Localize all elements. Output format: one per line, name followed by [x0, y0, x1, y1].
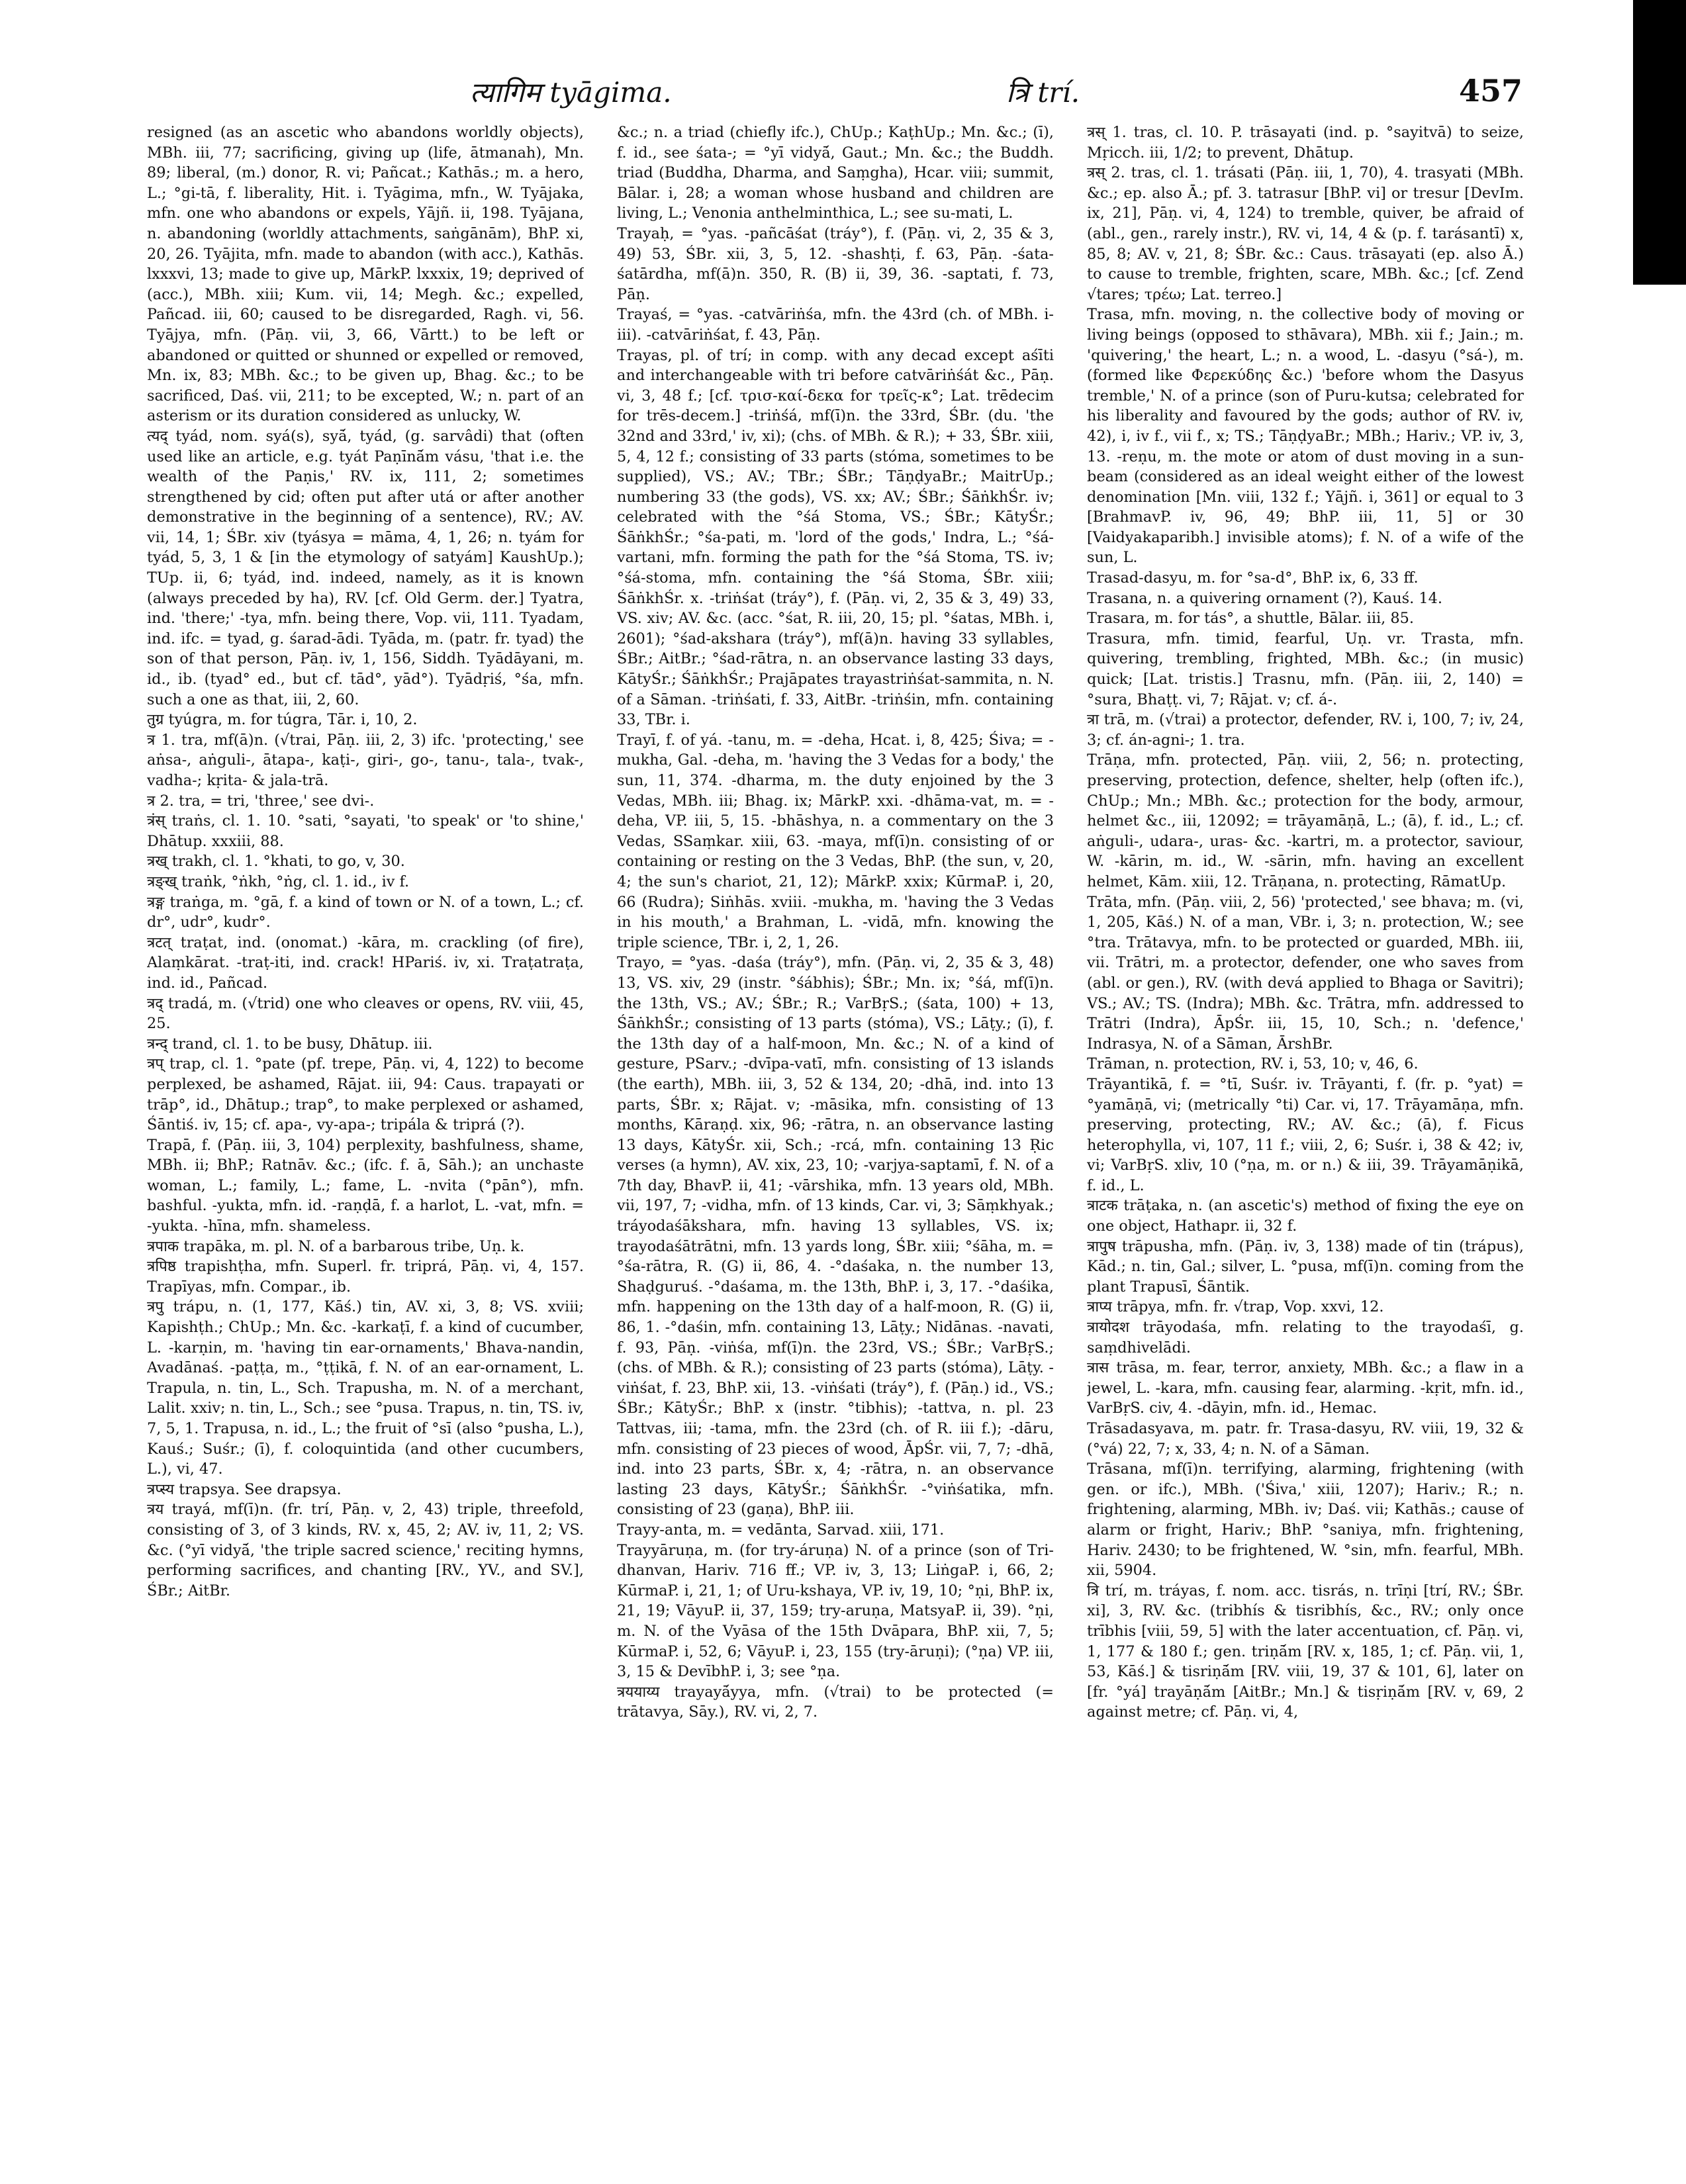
dictionary-entry: Trayī, f. of yá. -tanu, m. = -deha, Hcat. i, 8, 425; Śiva; = -mukha, Gal. -deha, m. 'having the 3 Vedas for a body,' the sun, 11, 374. -dharma, m. the duty enjoined by the 3 Vedas, MBh. iii; Bhag. ix; MārkP. xxi. -dhāma-vat, m. = -deha, VP. iii, 5, 15. -bhāshya, n. a commentary on the 3 Vedas, SSaṃkar. xiii, 63. -maya, mf(ī)n. consisting of or containing or resting on the 3 Vedas, BhP. (the sun, v, 20, 4; the sun's chariot, 21, 12); MārkP. xxix; KūrmaP. i, 20, 66 (Rudra); Siṅhās. xviii. -mukha, m. 'having the 3 Vedas in his mouth,' a Brahman, L. -vidā, mfn. knowing the triple science, TBr. i, 2, 1, 26. [617, 731, 1054, 951]
dictionary-entry: त्रटत् traṭat, ind. (onomat.) -kāra, m. crackling (of fire), Alaṃkārat. -traṭ-iti, ind. crack! HPariś. iv, xi. Traṭatraṭa, ind. id., Pañcad. [147, 933, 584, 992]
dictionary-entry: Trasad-dasyu, m. for °sa-d°, BhP. ix, 6, 33 ff. [1087, 569, 1419, 587]
dictionary-entry: त्र 1. tra, mf(ā)n. (√trai, Pāṇ. iii, 2, 3) ifc. 'protecting,' see aṅsa-, aṅguli-, ātapa-, kaṭi-, giri-, go-, tanu-, tala-, tvak-, vadha-; kṛita- & jala-trā. [147, 731, 584, 789]
dictionary-entry: Trāman, n. protection, RV. i, 53, 10; v, 46, 6. [1087, 1055, 1419, 1073]
dictionary-entry: त्रंस् traṅs, cl. 1. 10. °sati, °sayati, 'to speak' or 'to shine,' Dhātup. xxxiii, 88. [147, 812, 584, 850]
dictionary-entry: त्रख् trakh, cl. 1. °khati, to go, v, 30. [147, 853, 405, 871]
dictionary-entry: त्रापुष trāpusha, mfn. (Pāṇ. iv, 3, 138) made of tin (trápus), Kād.; n. tin, Gal.; silver, L. °pusa, mf(ī)n. coming from the plant Trapusī, Śāntik. [1087, 1237, 1524, 1296]
dictionary-entry: त्राप्य trāpya, mfn. fr. √trap, Vop. xxvi, 12. [1087, 1298, 1384, 1316]
dictionary-entry: Trāṇa, mfn. protected, Pāṇ. viii, 2, 56; n. protecting, preserving, protection, defence, shelter, help (often ifc.), ChUp.; Mn.; MBh. &c.; protection for the body, armour, helmet &c., iii, 12092; = trāyamāṇā, L.; (ā), f. id., L.; cf. aṅguli-, udara-, uras- &c. -kartri, m. a protector, saviour, W. -kārin, m. id., W. -sārin, mfn. having an excellent helmet, Kām. xiii, 12. Trāṇana, n. protecting, RāmatUp. [1087, 751, 1524, 890]
dictionary-entry: Trasara, m. for tás°, a shuttle, Bālar. iii, 85. [1087, 610, 1414, 628]
page-number: 457 [1458, 73, 1522, 109]
dictionary-entry: Trasura, mfn. timid, fearful, Uṇ. vr. Trasta, mfn. quivering, trembling, frighted, MBh. &c.; (in music) quick; [Lat. tristis.] Trasnu, mfn. (Pāṇ. iii, 2, 140) = °sura, Bhaṭṭ. vi, 7; Rājat. v; cf. á-. [1087, 630, 1524, 708]
dictionary-entry: त्रपाक trapāka, m. pl. N. of a barbarous tribe, Uṇ. k. [147, 1237, 525, 1255]
column-middle [617, 122, 1054, 2142]
dictionary-entry: Trasa, mfn. moving, n. the collective body of moving or living beings (opposed to sthāvara), MBh. xii f.; Jain.; m. 'quivering,' the heart, L.; n. a wood, L. -dasyu (°sá-), m. (formed like Φερεκύδης &c.) 'before whom the Dasyus tremble,' N. of a prince (son of Puru-kutsa; celebrated for his liberality and favoured by the gods; author of RV. iv, 42), i, iv f., vii f., x; TS.; TāṇḍyaBr.; MBh.; Hariv.; VP. iv, 3, 13. -reṇu, m. the mote or atom of dust moving in a sun-beam (considered as an ideal weight either of the lowest denomination [Mn. viii, 132 f.; Yājñ. i, 361] or equal to 3 [BrahmavP. iv, 96, 49; BhP. iii, 11, 5] or 30 [Vaidyakaparibh.] invisible atoms); f. N. of a wife of the sun, L. [1087, 306, 1524, 567]
dictionary-entry: resigned (as an ascetic who abandons worldly objects), MBh. iii, 77; sacrificing, giving up (life, ātmanah), Mn. 89; liberal, (m.) donor, R. vi; Pañcat.; Kathās.; m. a hero, L.; °gi-tā, f. liberality, Hit. i. Tyāgima, mfn., W. Tyājaka, mfn. one who abandons or expels, Yājñ. ii, 198. Tyājana, n. abandoning (worldly attachments, saṅgānām), BhP. xi, 20, 26. Tyājita, mfn. made to abandon (with acc.), Kathās. lxxxvi, 13; made to give up, MārkP. lxxxix, 19; deprived of (acc.), MBh. xiii; Kum. vii, 14; Megh. &c.; expelled, Pañcad. iii, 60; caused to be disregarded, Ragh. vi, 56. Tyājya, mfn. (Pāṇ. vii, 3, 66, Vārtt.) to be left or abandoned or quitted or shunned or expelled or removed, Mn. ix, 83; MBh. &c.; to be given up, Bhag. &c.; to be sacrificed, Daś. vii, 211; to be excepted, W.; n. part of an asterism or its duration considered as unlucky, W. [147, 124, 584, 425]
dictionary-entry: Trayo, = °yas. -daśa (tráy°), mfn. (Pāṇ. vi, 2, 35 & 3, 48) 13, VS. xiv, 29 (instr. °śábhis); ŚBr.; Mn. ix; °śá, mf(ī)n. the 13th, VS.; AV.; ŚBr.; R.; VarBṛS.; (śata, 100) + 13, ŚāṅkhŚr.; consisting of 13 parts (stóma), VS.; Lāṭy.; (ī), f. the 13th day of a half-moon, Mn. &c.; N. of a kind of gesture, PSarv.; -dvīpa-vatī, mfn. consisting of 13 islands (the earth), MBh. iii, 3, 52 & 134, 20; -dhā, ind. into 13 parts, ŚBr. x; Rājat. v; -māsika, mfn. consisting of 13 months, Kāraṇḍ. xix, 96; -rātra, n. an observance lasting 13 days, KātyŚr. xii, Sch.; -rcá, mfn. containing 13 Ṛic verses (a hymn), AV. xix, 23, 10; -varjya-saptamī, f. N. of a 7th day, BhavP. ii, 41; -vārshika, mfn. 13 years old, MBh. vii, 197, 7; -vidha, mfn. of 13 kinds, Car. vi, 3; Sāṃkhyak.; tráyodaśākshara, mfn. having 13 syllables, VS. ix; trayodaśātrātni, mfn. 13 yards long, ŚBr. xiii; °śāha, m. = °śa-rātra, R. (G) ii, 86, 4. -°daśaka, n. the number 13, Shaḍguruś. -°daśama, m. the 13th, BhP. i, 3, 17. -°daśika, mfn. happening on the 13th day of a half-moon, R. (G) ii, 86, 1. -°daśin, mfn. containing 13, Lāṭy.; Nidānas. -navati, f. 93, Pāṇ. -viṅśa, mf(ī)n. the 23rd, VS.; ŚBr.; VarBṛS.; (chs. of MBh. & R.); consisting of 23 parts (stóma), Lāṭy. -viṅśat, f. 23, BhP. xii, 13. -viṅśati (tráy°), f. (Pāṇ.) id., VS.; ŚBr.; KātyŚr.; BhP. x (instr. °tibhis); -tattva, n. pl. 23 Tattvas, iii; -tama, mfn. the 23rd (ch. of R. iii f.); -dāru, mfn. consisting of 23 pieces of wood, ĀpŚr. vii, 7, 7; -dhā, ind. into 23 parts, ŚBr. x, 4; -rātra, n. an observance lasting 23 days, KātyŚr.; ŚāṅkhŚr. -°viṅśatika, mfn. consisting of 23 (gaṇa), BhP. iii. [617, 954, 1054, 1519]
scan-edge-shadow [1633, 0, 1686, 285]
dictionary-entry: त्र 2. tra, = tri, 'three,' see dvi-. [147, 792, 375, 810]
dictionary-entry: त्रायोदश trāyodaśa, mfn. relating to the trayodaśī, g. saṃdhivelādi. [1087, 1319, 1524, 1356]
right-running-headword: त्रि trí. [1006, 76, 1080, 109]
dictionary-columns [147, 122, 1524, 2142]
page-header [146, 73, 1522, 113]
dictionary-entry: त्रय trayá, mf(ī)n. (fr. trí, Pāṇ. v, 2, 43) triple, threefold, consisting of 3, of 3 kinds, RV. x, 45, 2; AV. iv, 11, 2; VS. &c. (°yī vidyā́, 'the triple sacred science,' reciting hymns, performing sacrifices, and chanting [RV., YV., and SV.], ŚBr.; AitBr. [147, 1501, 584, 1599]
dictionary-entry: Trapā, f. (Pāṇ. iii, 3, 104) perplexity, bashfulness, shame, MBh. ii; BhP.; Ratnāv. &c.; (ifc. f. ā, Sāh.); an unchaste woman, L.; family, L.; fame, L. -nvita (°pān°), mfn. bashful. -yukta, mfn. id. -raṇḍā, f. a harlot, L. -vat, mfn. = -yukta. -hīna, mfn. shameless. [147, 1136, 584, 1235]
dictionary-entry: Trāyantikā, f. = °tī, Suśr. iv. Trāyanti, f. (fr. p. °yat) = °yamāṇā, vi; (metrically °ti) Car. vi, 17. Trāyamāṇa, mfn. preserving, protecting, RV.; AV. &c.; (ā), f. Ficus heterophylla, vi, 107, 11 f.; viii, 2, 6; Suśr. i, 38 & 42; iv, vi; VarBṛS. xliv, 10 (°ṇa, m. or n.) & iii, 39. Trāyamāṇikā, f. id., L. [1087, 1075, 1524, 1194]
dictionary-entry: त्रन्द् trand, cl. 1. to be busy, Dhātup. iii. [147, 1035, 433, 1053]
dictionary-entry: त्रपिष्ठ trapishṭha, mfn. Superl. fr. triprá, Pāṇ. vi, 4, 157. Trapīyas, mfn. Compar., ib. [147, 1258, 584, 1296]
dictionary-entry: त्राटक trāṭaka, n. (an ascetic's) method of fixing the eye on one object, Hathapr. ii, 32 f. [1087, 1197, 1524, 1235]
dictionary-entry: Trayyāruṇa, m. (for try-áruṇa) N. of a prince (son of Tri-dhanvan, Hariv. 716 ff.; VP. iv, 3, 13; LiṅgaP. i, 66, 2; KūrmaP. i, 21, 1; of Uru-kshaya, VP. iv, 19, 10; °ṇi, BhP. ix, 21, 19; VāyuP. ii, 37, 159; try-aruṇa, MatsyaP. ii, 39). °ṇi, m. N. of the Vyāsa of the 15th Dvāpara, BhP. xii, 7, 5; KūrmaP. i, 52, 6; VāyuP. i, 23, 155 (try-āruṇi); (°ṇa) VP. iii, 3, 15 & DevībhP. i, 3; see °ṇa. [617, 1541, 1054, 1681]
dictionary-entry: त्रद् tradá, m. (√trid) one who cleaves or opens, RV. viii, 45, 25. [147, 994, 584, 1033]
dictionary-entry: &c.; n. a triad (chiefly ifc.), ChUp.; KaṭhUp.; Mn. &c.; (ī), f. id., see śata-; = °yī vidyā́, Gaut.; Mn. &c.; the Buddh. triad (Buddha, Dharma, and Saṃgha), Hcar. viii; summit, Bālar. i, 28; a woman whose husband and children are living, L.; Venonia anthelminthica, L.; see su-mati, L. [617, 124, 1054, 222]
dictionary-entry: त्रस् 1. tras, cl. 10. P. trāsayati (ind. p. °sayitvā) to seize, Mṛicch. iii, 1/2; to prevent, Dhātup. [1087, 124, 1524, 162]
dictionary-entry: त्रस् 2. tras, cl. 1. trásati (Pāṇ. iii, 1, 70), 4. trasyati (MBh. &c.; ep. also Ā.; pf. 3. tatrasur [BhP. vi] or tresur [DevIm. ix, 21], Pāṇ. vi, 4, 124) to tremble, quiver, be afraid of (abl., gen., rarely instr.), RV. vi, 14, 4 & (p. f. tarásantī) x, 85, 8; AV. v, 21, 8; ŚBr. &c.: Caus. trāsayati (ep. also Ā.) to cause to tremble, frighten, scare, MBh. &c.; [cf. Zend √tares; τρέω; Lat. terreo.] [1087, 164, 1524, 303]
dictionary-entry: त्रि trí, m. tráyas, f. nom. acc. tisrás, n. trīṇi [trí, RV.; ŚBr. xi], 3, RV. &c. (tribhís & tisribhís, &c., RV.; only once trībhis [viii, 59, 5] with the later accentuation, cf. Pāṇ. vi, 1, 177 & 180 f.; gen. triṇā́m [RV. x, 185, 1; cf. Pāṇ. vii, 1, 53, Kāś.] & tisriṇā́m [RV. viii, 19, 37 & 101, 6], later on [fr. °yá] trayāṇā́m [AitBr.; Mn.] & tisṛiṇā́m [RV. v, 69, 2 against metre; cf. Pāṇ. vi, 4, [1087, 1582, 1524, 1721]
column-right [1087, 122, 1524, 2142]
dictionary-entry: त्रङ्ग traṅga, m. °gā, f. a kind of town or N. of a town, L.; cf. dr°, udr°, kudr°. [147, 893, 584, 931]
dictionary-entry: त्रङ्ख् traṅk, °ṅkh, °ṅg, cl. 1. id., iv f. [147, 873, 410, 890]
dictionary-entry: त्रप् trap, cl. 1. °pate (pf. trepe, Pāṇ. vi, 4, 122) to become perplexed, be ashamed, Rājat. iii, 94: Caus. trapayati or trāp°, id., Dhātup.; trap°, to make perplexed or ashamed, Śāntiś. iv, 15; cf. apa-, vy-apa-; tripála & triprá (?). [147, 1055, 584, 1134]
dictionary-entry: त्यद् tyád, nom. syá(s), syā́, tyád, (g. sarvâdi) that (often used like an article, e.g. tyát Paṇīnā́m vásu, 'that i.e. the wealth of the Paṇis,' RV. ix, 111, 2; sometimes strengthened by cid; often put after utá or after another demonstrative in the beginning of a sentence), RV.; AV. vii, 14, 1; ŚBr. xiv (tyásya = māma, 4, 1, 26; n. tyám for tyád, 5, 3, 1 & [in the etymology of satyám] KaushUp.); TUp. ii, 6; tyád, ind. indeed, namely, as it is known (always preceded by ha), RV. [cf. Old Germ. der.] Tyatra, ind. 'there;' -tya, mfn. being there, Vop. vii, 111. Tyadam, ind. ifc. = tyad, g. śarad-ādi. Tyāda, m. (patr. fr. tyad) the son of that person, Pāṇ. iv, 1, 156, Siddh. Tyādāyani, m. id., ib. (tyad° ed., but cf. tād°, yād°). Tyādṛiś, °śa, mfn. such a one as that, iii, 2, 60. [147, 427, 584, 708]
dictionary-entry: त्रा trā, m. (√trai) a protector, defender, RV. i, 100, 7; iv, 24, 3; cf. án-agni-; 1. tra. [1087, 711, 1524, 749]
dictionary-entry: त्रप्स्य trapsya. See drapsya. [147, 1480, 342, 1498]
dictionary-entry: Trayaś, = °yas. -catvāriṅśa, mfn. the 43rd (ch. of MBh. i-iii). -catvāriṅśat, f. 43, Pāṇ. [617, 306, 1054, 344]
left-running-headword: त्यागिम tyāgima. [470, 76, 672, 109]
dictionary-entry: Trasana, n. a quivering ornament (?), Kauś. 14. [1087, 589, 1443, 607]
column-left [147, 122, 584, 2142]
dictionary-entry: Trayaḥ, = °yas. -pañcāśat (tráy°), f. (Pāṇ. vi, 2, 35 & 3, 49) 53, ŚBr. xii, 3, 5, 12. -shashṭi, f. 63, Pāṇ. -śata-śatārdha, mf(ā)n. 350, R. (B) ii, 39, 36. -saptati, f. 73, Pāṇ. [617, 224, 1054, 303]
dictionary-entry: त्रययाय्य trayayā́yya, mfn. (√trai) to be protected (= trātavya, Sāy.), RV. vi, 2, 7. [617, 1683, 1054, 1721]
dictionary-entry: Trayy-anta, m. = vedānta, Sarvad. xiii, 171. [617, 1521, 945, 1539]
dictionary-entry: Trāsana, mf(ī)n. terrifying, alarming, frightening (with gen. or ifc.), MBh. ('Śiva,' xiii, 1207); Hariv.; R.; n. frightening, alarming, MBh. iv; Daś. vii; Kathās.; cause of alarm or fright, Hariv.; BhP. °saniya, mfn. frightening, Hariv. 2430; to be frightened, W. °sin, mfn. fearful, MBh. xii, 5904. [1087, 1460, 1524, 1580]
dictionary-entry: त्रपु trápu, n. (1, 177, Kāś.) tin, AV. xi, 3, 8; VS. xviii; Kapishṭh.; ChUp.; Mn. &c. -karkaṭī, f. a kind of cucumber, L. -karṇin, m. 'having tin ear-ornaments,' Bhava-nandin, Avadānaś. -paṭṭa, m., °ṭṭikā, f. N. of an ear-ornament, L. Trapula, n. tin, L., Sch. Trapusha, m. N. of a merchant, Lalit. xxiv; n. tin, L., Sch.; see °pusa. Trapus, n. tin, TS. iv, 7, 5, 1. Trapusa, n. id., L.; the fruit of °sī (also °pusha, L.), Kauś.; Suśr.; (ī), f. coloquintida (and other cucumbers, L.), vi, 47. [147, 1298, 584, 1478]
dictionary-entry: तुग्र tyúgra, m. for túgra, Tār. i, 10, 2. [147, 711, 418, 729]
dictionary-entry: त्रास trāsa, m. fear, terror, anxiety, MBh. &c.; a flaw in a jewel, L. -kara, mfn. causing fear, alarming. -kṛit, mfn. id., VarBṛS. civ, 4. -dāyin, mfn. id., Hemac. [1087, 1359, 1524, 1417]
dictionary-entry: Trayas, pl. of trí; in comp. with any decad except aśīti and interchangeable with tri before catvāriṅśát &c., Pāṇ. vi, 3, 48 f.; [cf. τρισ-καί-δεκα for τρεῖς-κ°; Lat. trēdecim for trēs-decem.] -triṅśá, mf(ī)n. the 33rd, ŚBr. (du. 'the 32nd and 33rd,' iv, xi); (chs. of MBh. & R.); + 33, ŚBr. xiii, 5, 4, 12 f.; consisting of 33 parts (stóma, sometimes to be supplied), VS.; AV.; TBr.; ŚBr.; TāṇḍyaBr.; MaitrUp.; numbering 33 (the gods), VS. xx; AV.; ŚBr.; ŚāṅkhŚr. iv; celebrated with the °śá Stoma, VS.; ŚBr.; KātyŚr.; ŚāṅkhŚr.; °śa-pati, m. 'lord of the gods,' Indra, L.; °śá-vartani, mfn. forming the path for the °śá Stoma, TS. iv; °śá-stoma, mfn. containing the °śá Stoma, ŚBr. xiii; ŚāṅkhŚr. x. -triṅśat (tráy°), f. (Pāṇ. vi, 2, 35 & 3, 49) 33, VS. xiv; AV. &c. (acc. °śat, R. iii, 20, 15; pl. °śatas, MBh. i, 2601); °śad-akshara (tráy°), mf(ā)n. having 33 syllables, ŚBr.; AitBr.; °śad-rātra, n. an observance lasting 33 days, KātyŚr.; ŚāṅkhŚr.; Prajāpates trayastriṅśat-sammita, n. N. of a Sāman. -triṅśati, f. 33, AitBr. -triṅśin, mfn. containing 33, TBr. i. [617, 346, 1054, 729]
dictionary-entry: Trāsadasyava, m. patr. fr. Trasa-dasyu, RV. viii, 19, 32 & (°vá) 22, 7; x, 33, 4; n. N. of a Sāman. [1087, 1420, 1524, 1458]
dictionary-entry: Trāta, mfn. (Pāṇ. viii, 2, 56) 'protected,' see bhava; m. (vi, 1, 205, Kāś.) N. of a man, VBr. i, 3; n. protection, W.; see °tra. Trātavya, mfn. to be protected or guarded, MBh. iii, vii. Trātri, m. a protector, defender, one who saves from (abl. or gen.), RV. (with devá applied to Bhaga or Savitri); VS.; AV.; TS. (Indra); MBh. &c. Trātra, mfn. addressed to Trātri (Indra), ĀpŚr. iii, 15, 10, Sch.; n. 'defence,' Indrasya, N. of a Sāman, ĀrshBr. [1087, 893, 1524, 1053]
